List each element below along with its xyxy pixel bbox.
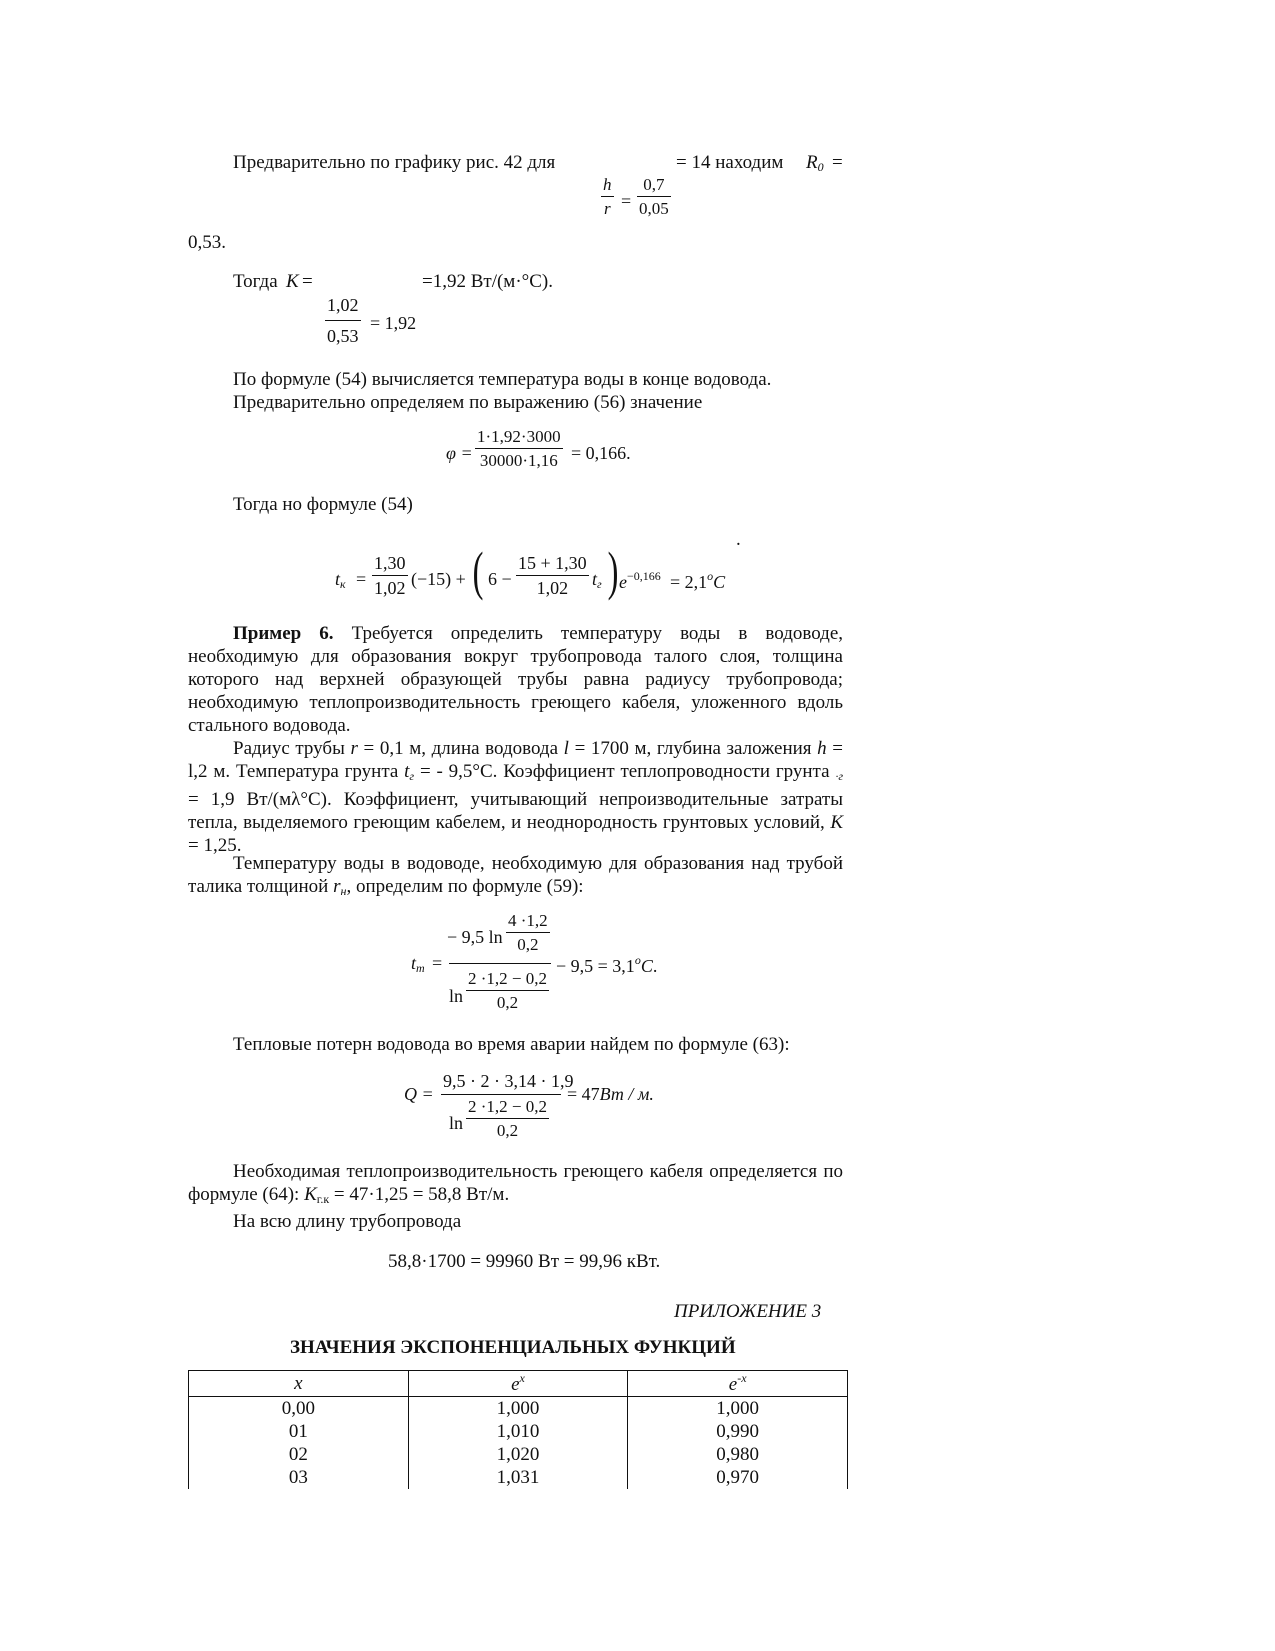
p2-fraction: 1,02 0,53: [327, 295, 359, 346]
table-cell: 1,000: [408, 1397, 628, 1421]
tt-equals: =: [432, 953, 443, 973]
p1-text-b: = 14 находим: [676, 152, 784, 173]
table-cell: 1,000: [628, 1397, 848, 1421]
table-header-row: [189, 1371, 848, 1397]
p4-text: Тогда но формуле (54): [233, 494, 413, 515]
p3-line-1: По формуле (54) вычисляется температура воды в конце водовода.: [233, 369, 772, 390]
q-lhs: Q =: [404, 1084, 434, 1104]
q-main-bar: [441, 1094, 561, 1095]
tt-top-fraction: 4 ·1,2 0,2: [508, 911, 548, 954]
tk-right-paren: ): [607, 541, 619, 601]
header-ex: $e^x$: [408, 1371, 628, 1397]
table-cell: 01: [189, 1420, 409, 1443]
p1-text-a: Предварительно по графику рис. 42 для: [233, 152, 556, 173]
p2-text-a: Тогда: [233, 271, 278, 292]
phi-rhs: = 0,166.: [571, 443, 631, 463]
tk-tg: $t_г$: [592, 569, 602, 591]
tk-fraction-2: 15 + 1,30 1,02: [518, 553, 587, 598]
example-6-paragraph-1: Пример 6. Требуется определить температуру воды в водоводе, необходимую для образования вокруг трубопровода талого слоя, толщина которого над верхней образующей трубы равна радиусу трубопровода; необходимую теплопроизводительность греющего кабеля, уложенного вдоль стального водовода.: [188, 623, 844, 736]
tt-main-bar: [449, 963, 551, 964]
appendix-label: ПРИЛОЖЕНИЕ 3: [674, 1301, 822, 1322]
tk-six: 6 −: [488, 569, 512, 589]
table-cell: 1,020: [408, 1443, 628, 1466]
q-bottom-ln: ln: [449, 1113, 464, 1133]
p2-result: = 1,92: [370, 313, 417, 333]
p1-fraction-values: 0,7 0,05: [639, 175, 669, 218]
tk-rhs: = $2,1^oC$: [670, 569, 726, 592]
tt-bottom-fraction: 2 ·1,2 − 0,2 0,2: [468, 969, 547, 1012]
table-row: [189, 1443, 848, 1466]
header-enx: $e^{-x}$: [628, 1371, 848, 1397]
tt-top-prefix: − 9,5 ln: [447, 927, 503, 947]
exponential-table: [188, 1370, 848, 1489]
q-numerator: 9,5 · 2 · 3,14 · 1,9: [443, 1071, 574, 1091]
tk-left-paren: (: [472, 541, 484, 601]
table-cell: 02: [189, 1443, 409, 1466]
table-cell: 0,00: [189, 1397, 409, 1421]
example-6-paragraph-3: Температуру воды в водоводе, необходимую для образования над трубой талика толщиной $r_н$, определим по формуле (59):: [188, 853, 843, 898]
phi-fraction: 1·1,92·3000 30000·1,16: [477, 427, 561, 470]
p1-fraction-h-r: h r: [603, 175, 612, 218]
example-6-paragraph-2: Радиус трубы r = 0,1 м, длина водовода l = 1700 м, глубина заложения h = l,2 м. Температура грунта $t_г$ = - 9,5°С. Коэффициент теплопроводности грунта $_{\cdot г}$ = 1,9 Вт/(мλ°С). Коэффициент, учитывающий непроизводительные затраты тепла, выделяемого греющим кабелем, и неоднородность грунтовых условий, K = 1,25.: [188, 738, 844, 856]
tk-equals: =: [356, 569, 367, 589]
table-cell: 0,980: [628, 1443, 848, 1466]
appendix-title: ЗНАЧЕНИЯ ЭКСПОНЕНЦИАЛЬНЫХ ФУНКЦИЙ: [290, 1337, 736, 1358]
tk-mid: (−15) +: [411, 569, 466, 589]
tk-exp: $e^{-0,166}$: [619, 569, 661, 592]
p1-text-d: 0,53.: [188, 232, 226, 253]
q-rhs: = 47Вт / м.: [567, 1084, 654, 1104]
tt-bottom-ln: ln: [449, 986, 464, 1006]
header-x: x: [189, 1371, 409, 1397]
p3-line-2: Предварительно определяем по выражению (56) значение: [233, 392, 703, 413]
p1-text-c: =: [832, 152, 843, 173]
table-cell: 0,970: [628, 1466, 848, 1489]
p2-text-c: =1,92 Вт/(м·°С).: [422, 271, 553, 292]
p2-K: K: [286, 271, 299, 292]
table-cell: 03: [189, 1466, 409, 1489]
tt-lhs: $t_т$: [411, 953, 425, 975]
table-cell: 1,010: [408, 1420, 628, 1443]
p5-text: Тепловые потерн водовода во время аварии найдем по формуле (63):: [233, 1034, 790, 1055]
p6-line-c: На всю длину трубопровода: [233, 1211, 462, 1232]
table-row: [189, 1397, 848, 1421]
tk-lhs: $t_к$: [335, 569, 346, 591]
p6-paragraph: Необходимая теплопроизводительность греющего кабеля определяется по формуле (64): $K_{г.к} = 47\cdot 1,25 = 58,8$ Вт/м.: [188, 1161, 843, 1206]
phi-lhs: φ =: [446, 443, 473, 463]
p6-line-d: 58,8·1700 = 99960 Вт = 99,96 кВт.: [388, 1251, 661, 1272]
table-cell: 0,990: [628, 1420, 848, 1443]
p4-dot: .: [736, 529, 741, 550]
table-row: [189, 1466, 848, 1489]
p2-text-b: =: [302, 271, 313, 292]
tk-fraction-1: 1,30 1,02: [374, 553, 406, 598]
p1-equals: =: [621, 191, 632, 211]
table-row: [189, 1420, 848, 1443]
q-bottom-fraction: 2 ·1,2 − 0,2 0,2: [468, 1097, 547, 1140]
tt-rhs: − $9,5 = 3,1^oC$.: [556, 953, 658, 976]
p1-R0: $R_0$: [806, 152, 824, 174]
table-cell: 1,031: [408, 1466, 628, 1489]
